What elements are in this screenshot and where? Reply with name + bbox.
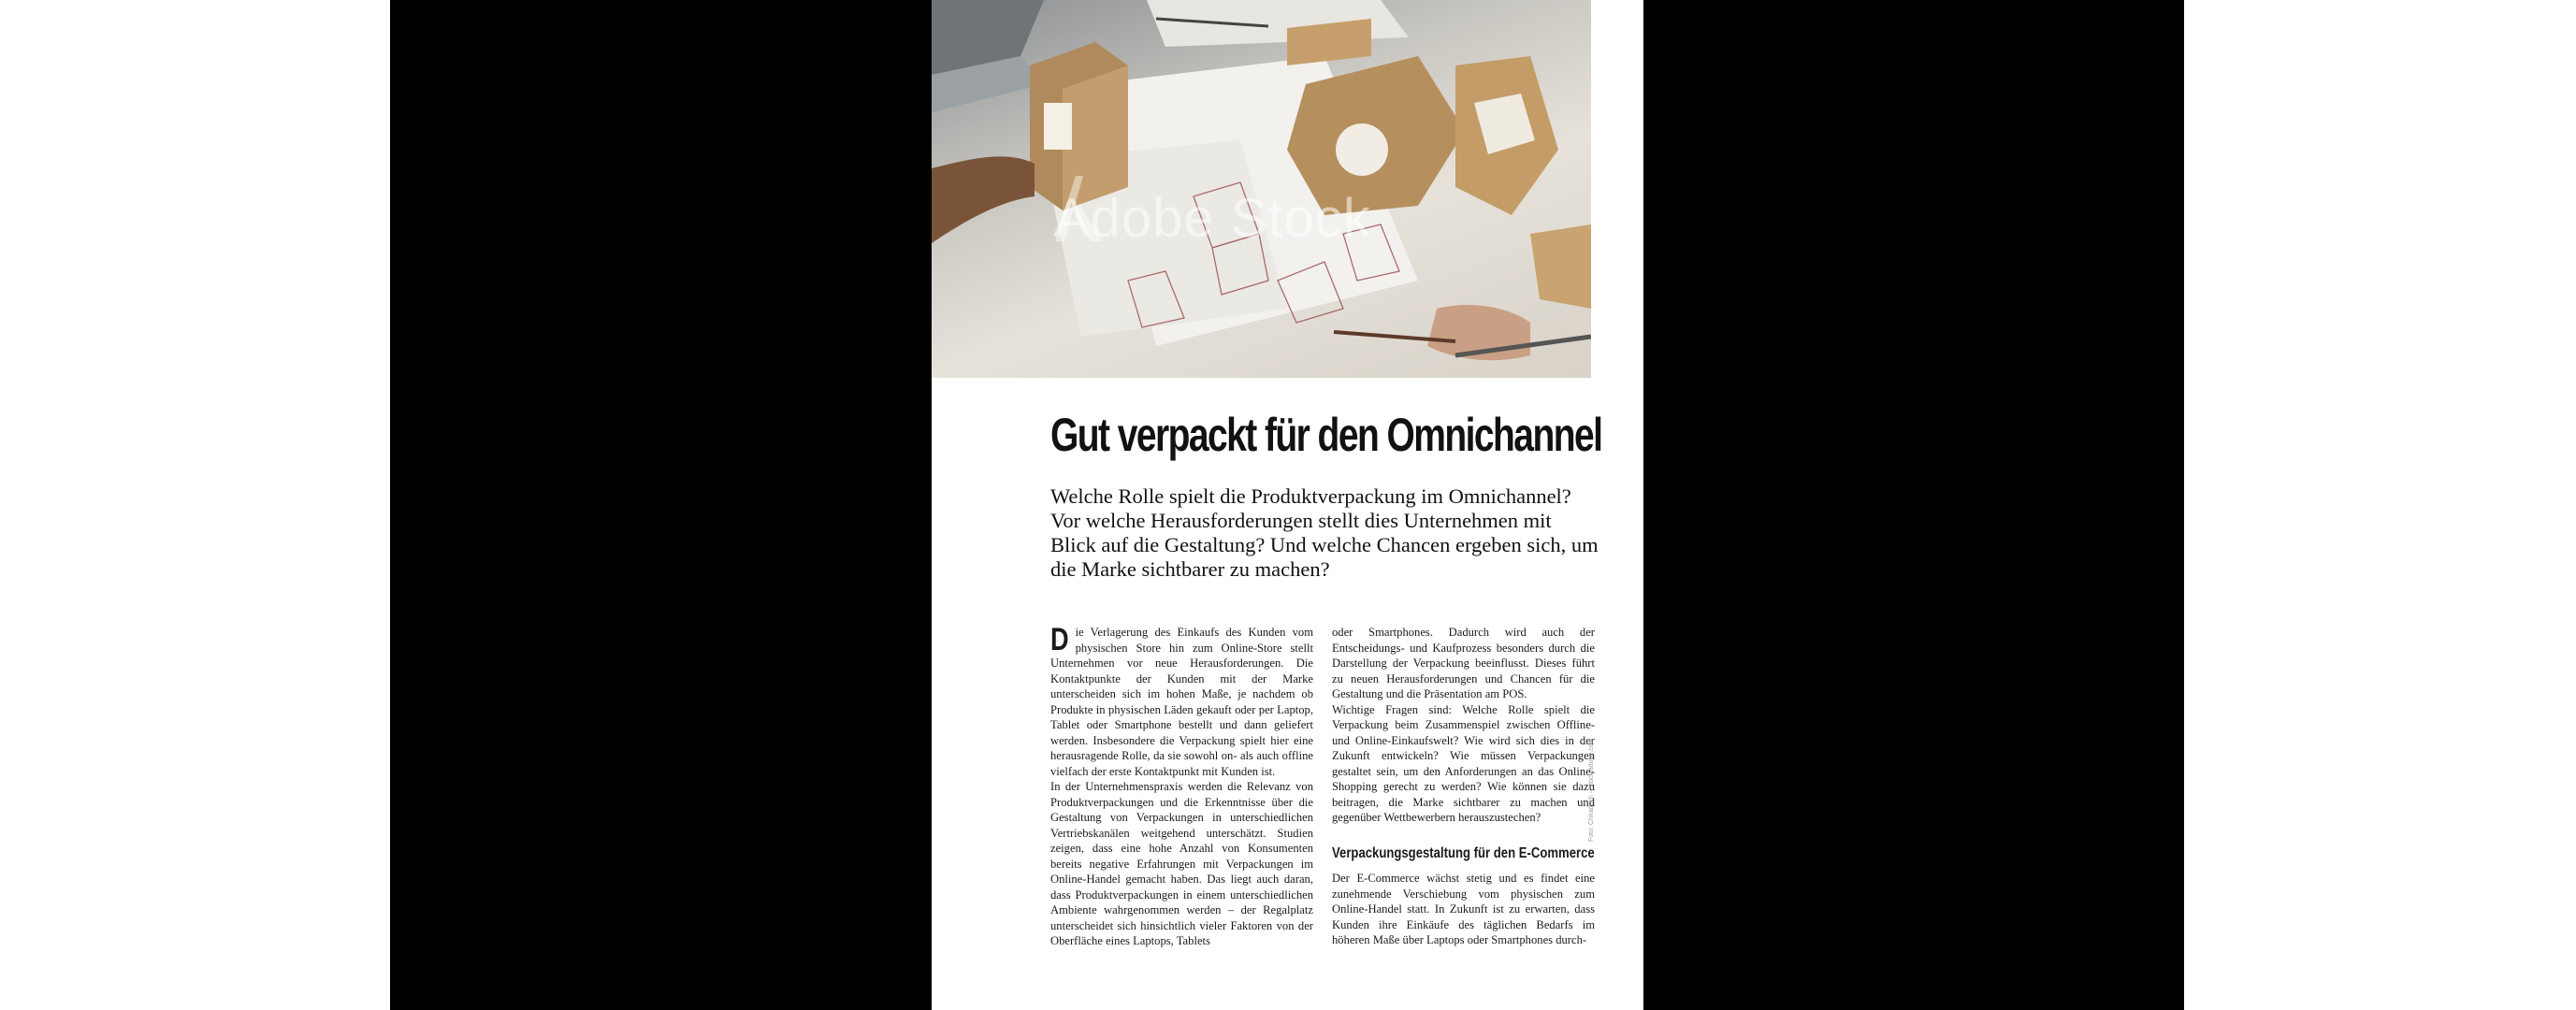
watermark-text: Adobe Stock [1053,188,1371,249]
viewer-background-right [1643,0,2184,1010]
paragraph-text: ie Verlagerung des Einkaufs des Kunden vom physischen Store hin zum Online-Store stellt Unternehmen vor neue Herausforderungen. Die Kontaktpunkte der Kunden mit der Marke unterscheiden sich im hohen Maße, je nachdem ob Produkte in physischen Läden gekauft oder per Laptop, Tablet oder Smartphone bestellt und dann geliefert werden. Insbesondere die Verpackung spielt hier eine herausragende Rolle, da sie sowohl on- als auch offline vielfach der erste Kontaktpunkt mit Kunden ist. [1050,626,1313,778]
article-column-2 [1332,625,1595,948]
document-page [932,0,1643,1010]
paragraph: oder Smartphones. Dadurch wird auch der Entscheidungs- und Kaufprozess besonders durch die Darstellung der Verpackung beeinflusst. Dieses führt zu neuen Herausforderungen und Chancen für die Gestaltung und die Präsentation am POS. [1332,626,1595,700]
drop-cap: D [1050,622,1069,657]
section-subheading: Verpackungsgestaltung für den E-Commerce [1332,844,1595,861]
article-lead: Welche Rolle spielt die Produktverpackung im Omnichannel? Vor welche Herausforderungen stellt dies Unternehmen mit Blick auf die Gestaltung? Und welche Chancen ergeben sich, um die Marke sichtbarer zu machen? [1050,484,1599,581]
viewer-background-left [390,0,932,1010]
paragraph: In der Unternehmenspraxis werden die Relevanz von Produktverpackungen und die Erkenntnisse über die Gestaltung von Verpackungen in unterschiedlichen Vertriebskanälen weitgehend unterschätzt. Studien zeigen, dass eine hohe Anzahl von Konsumenten bereits negative Erfahrungen mit Verpackungen im Online-Handel gemacht haben. Das liegt auch daran, dass Produktverpackungen in einem unterschiedlichen Ambiente wahrgenommen werden – der Regalplatz unterscheidet sich hinsichtlich vieler Faktoren von der Oberfläche eines Laptops, Tablets [1050,780,1313,947]
paragraph: Der E-Commerce wächst stetig und es findet eine zunehmende Verschiebung vom physischen zum Online-Handel statt. In Zukunft ist zu erwarten, dass Kunden ihre Einkäufe des täglichen Bedarfs im höheren Maße über Laptops oder Smartphones durch- [1332,872,1595,946]
photo-credit: Foto: Chiradech – stock.adobe.com [1588,738,1595,842]
article-column-1 [1050,622,1313,949]
article-title: Gut verpackt für den Omnichannel [1050,409,1602,461]
paragraph [1050,622,1313,779]
paragraph: Wichtige Fragen sind: Welche Rolle spielt die Verpackung beim Zusammenspiel zwischen Offline- und Online-Einkaufswelt? Wie wird sich dies in der Zukunft entwickeln? Wie müssen Verpackungen gestaltet sein, um den Anforderungen an das Online-Shopping gerecht zu werden? Wie können sie dazu beitragen, die Marke sichtbarer zu machen und gegenüber Wettbewerbern herauszustechen? [1332,702,1595,824]
hero-image [932,0,1591,378]
